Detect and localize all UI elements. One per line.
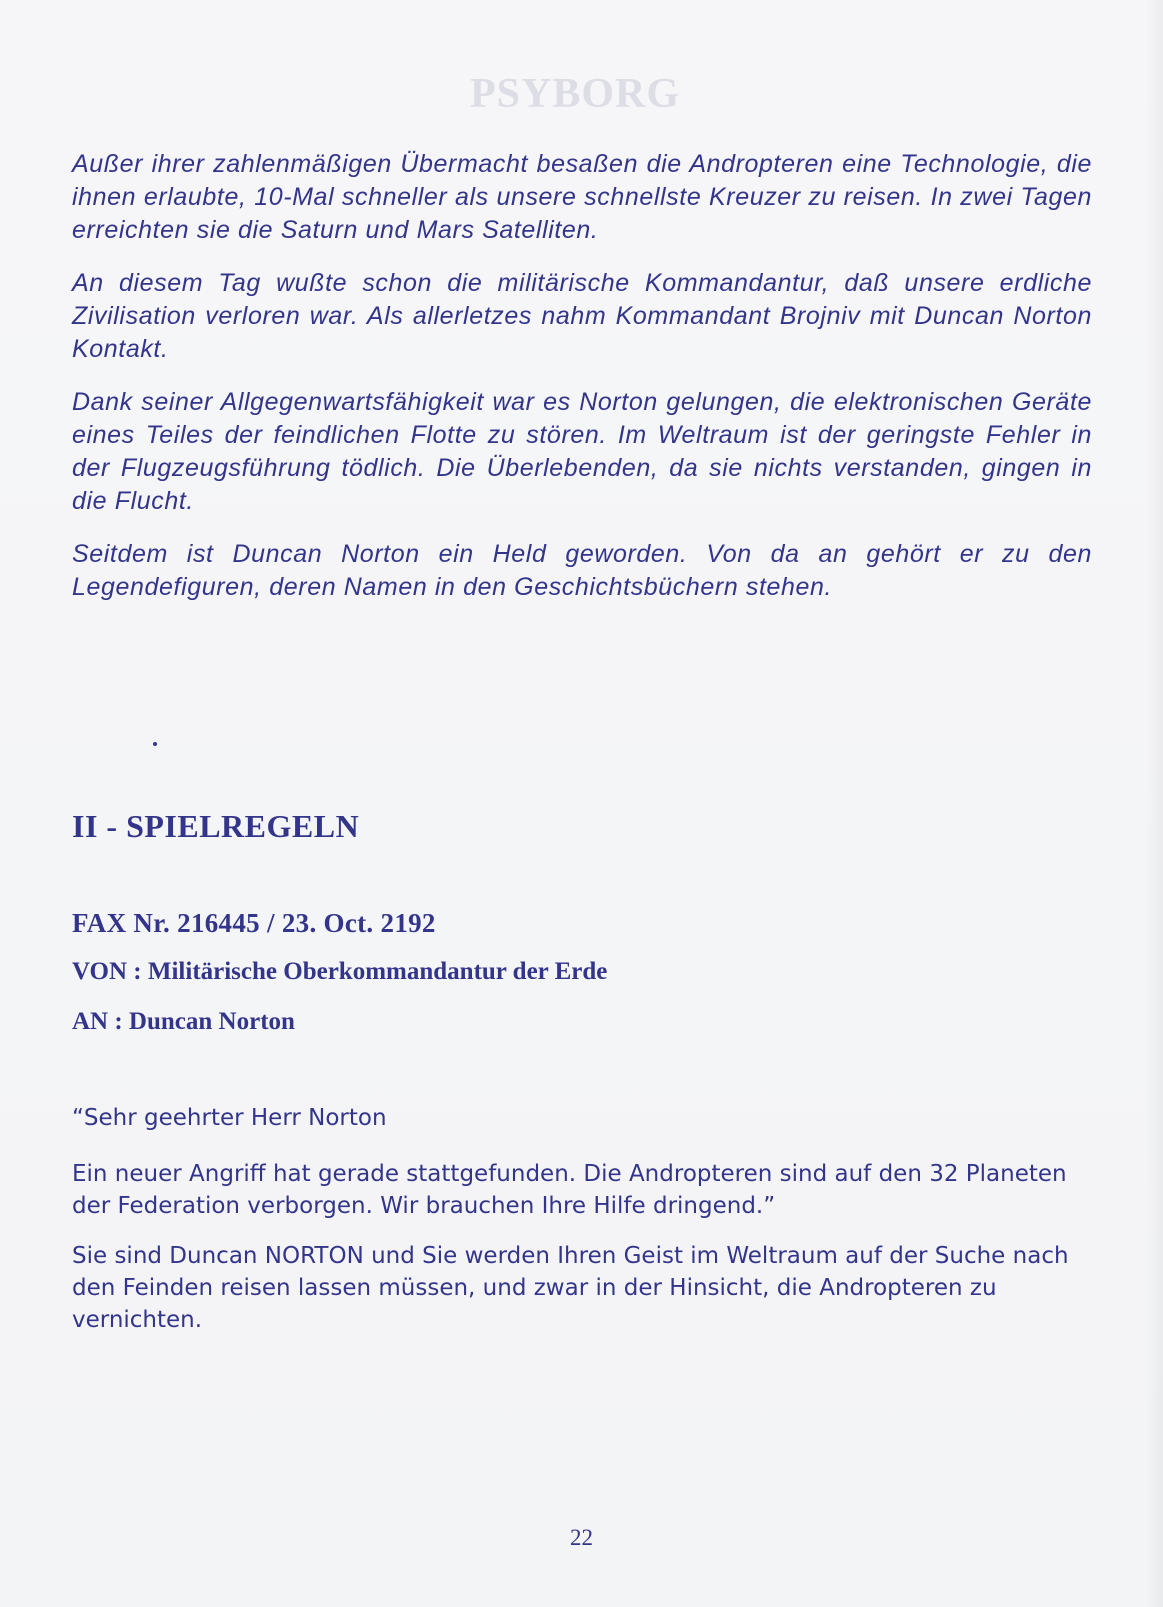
intro-text bbox=[72, 148, 1092, 624]
bleed-through-title: PSYBORG bbox=[470, 71, 681, 117]
paragraph: An diesem Tag wußte schon die militärische Kommandantur, daß unsere erdliche Zivilisation verloren war. Als allerletzes nahm Kommandant Brojniv mit Duncan Norton Kontakt. bbox=[72, 269, 1092, 363]
fax-number: FAX Nr. 216445 / 23. Oct. 2192 bbox=[72, 908, 436, 938]
fax-sender: VON : Militärische Oberkommandantur der Erde bbox=[72, 958, 608, 985]
paragraph: Außer ihrer zahlenmäßigen Übermacht besaßen die Andropteren eine Technologie, die ihnen erlaubte, 10-Mal schneller als unsere schnellste Kreuzer zu reisen. In zwei Tagen erreichten sie die Saturn und Mars Satelliten. bbox=[72, 150, 1092, 244]
letter-body: Ein neuer Angriff hat gerade stattgefunden. Die Andropteren sind auf den 32 Planeten der Federation verborgen. Wir brauchen Ihre Hilfe dringend.” bbox=[72, 1161, 1067, 1219]
paragraph: Dank seiner Allgegenwartsfähigkeit war es Norton gelungen, die elektronischen Geräte eines Teiles der feindlichen Flotte zu stören. Im Weltraum ist der geringste Fehler in der Flugzeugsführung tödlich. Die Überlebenden, da sie nichts verstanden, gingen in die Flucht. bbox=[72, 388, 1092, 515]
page-number: 22 bbox=[570, 1525, 593, 1550]
section-title: II - SPIELREGELN bbox=[72, 808, 360, 844]
stray-dot bbox=[153, 742, 157, 746]
fax-recipient: AN : Duncan Norton bbox=[72, 1008, 295, 1035]
page-edge bbox=[1145, 0, 1163, 1607]
mission-text: Sie sind Duncan NORTON und Sie werden Ihren Geist im Weltraum auf der Suche nach den Feinden reisen lassen müssen, und zwar in der Hinsicht, die Andropteren zu vernichten. bbox=[72, 1243, 1069, 1333]
paragraph: Seitdem ist Duncan Norton ein Held geworden. Von da an gehört er zu den Legendefiguren, deren Namen in den Geschichtsbüchern stehen. bbox=[72, 540, 1092, 601]
letter-salutation: “Sehr geehrter Herr Norton bbox=[72, 1105, 387, 1131]
